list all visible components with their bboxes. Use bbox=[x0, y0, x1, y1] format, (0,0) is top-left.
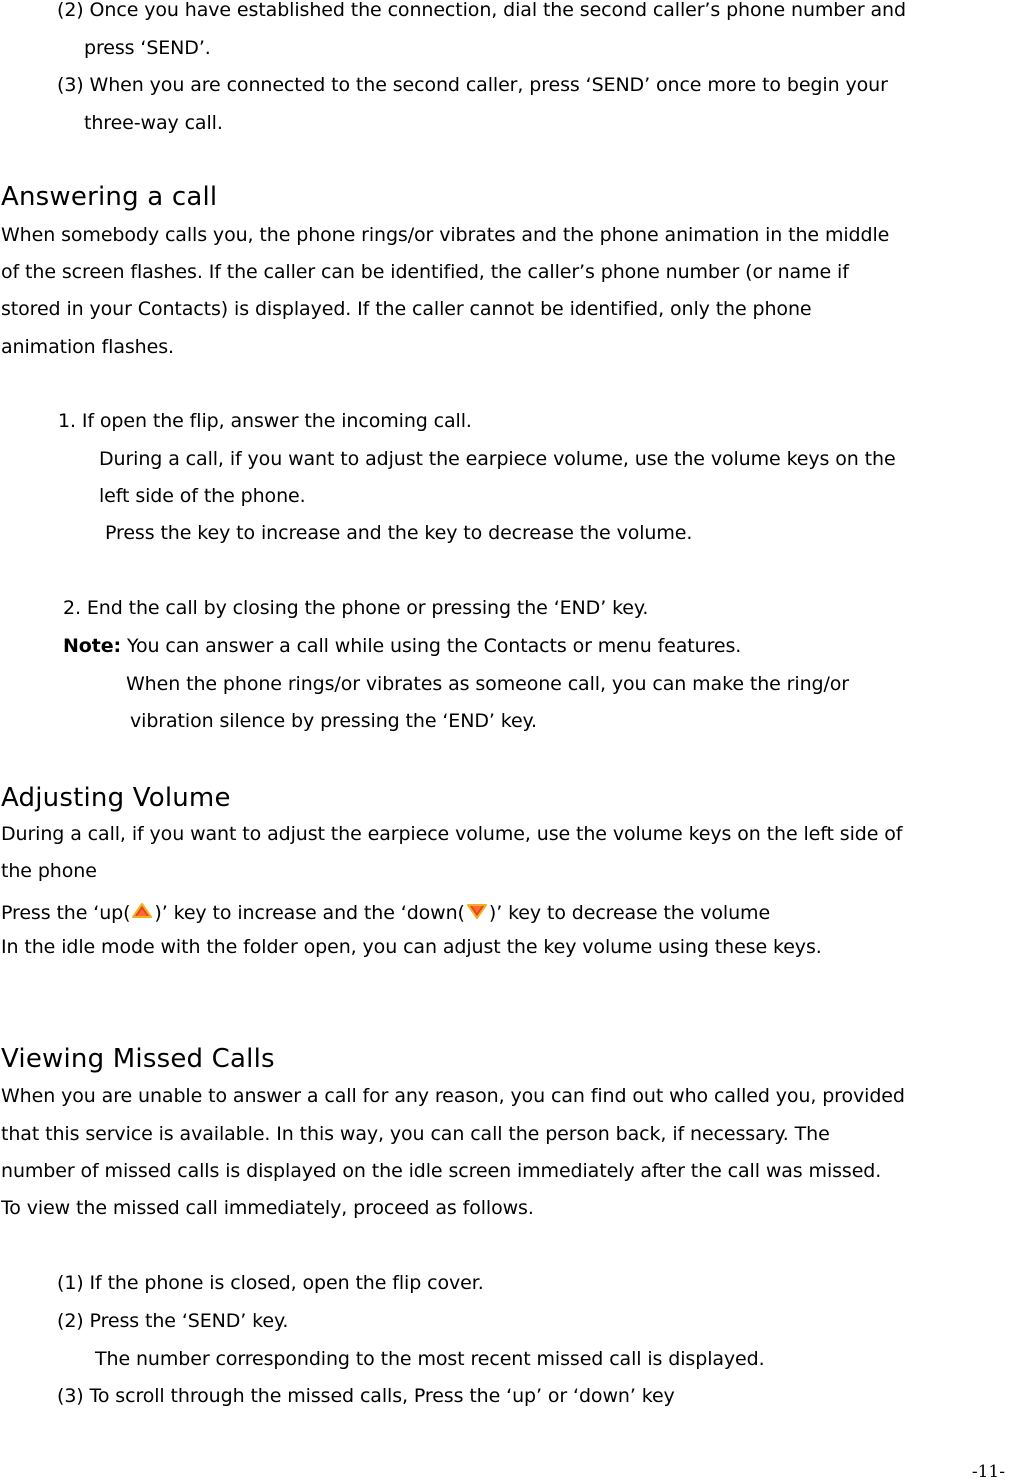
volume-line: In the idle mode with the folder open, you can adjust the key volume using these keys. bbox=[1, 936, 822, 958]
volume-line: During a call, if you want to adjust the earpiece volume, use the volume keys on the left side of bbox=[1, 823, 903, 845]
answering-item2: 2. End the call by closing the phone or pressing the ‘END’ key. bbox=[63, 597, 649, 619]
missed-para-line: that this service is available. In this way, you can call the person back, if necessary. The bbox=[1, 1123, 830, 1145]
volume-press-text: )’ key to decrease the volume bbox=[488, 902, 771, 924]
missed-para-line: To view the missed call immediately, proceed as follows. bbox=[1, 1197, 534, 1219]
up-arrow-icon bbox=[130, 901, 154, 921]
answering-item1: 1. If open the flip, answer the incoming call. bbox=[58, 410, 472, 432]
missed-step2: (2) Press the ‘SEND’ key. bbox=[57, 1310, 289, 1332]
answering-note-line: vibration silence by pressing the ‘END’ key. bbox=[130, 710, 537, 732]
three-way-step3-line1: (3) When you are connected to the second caller, press ‘SEND’ once more to begin your bbox=[57, 74, 888, 96]
three-way-step2-line1: (2) Once you have established the connection, dial the second caller’s phone number and bbox=[57, 0, 906, 21]
missed-step1: (1) If the phone is closed, open the flip cover. bbox=[57, 1272, 484, 1294]
answering-note-line: When the phone rings/or vibrates as someone call, you can make the ring/or bbox=[126, 673, 850, 695]
note-label: Note: bbox=[63, 635, 122, 657]
missed-step3: (3) To scroll through the missed calls, Press the ‘up’ or ‘down’ key bbox=[57, 1385, 675, 1407]
answering-heading: Answering a call bbox=[1, 182, 218, 212]
answering-note bbox=[63, 634, 741, 658]
down-arrow-icon bbox=[465, 901, 489, 921]
answering-item1-detail: During a call, if you want to adjust the earpiece volume, use the volume keys on the bbox=[99, 448, 896, 470]
page-number: -11- bbox=[971, 1462, 1005, 1482]
missed-para-line: When you are unable to answer a call for any reason, you can find out who called you, provided bbox=[1, 1085, 905, 1107]
missed-step2-detail: The number corresponding to the most recent missed call is displayed. bbox=[95, 1348, 765, 1370]
answering-para-line: of the screen flashes. If the caller can be identified, the caller’s phone number (or name if bbox=[1, 261, 849, 283]
volume-line: the phone bbox=[1, 860, 97, 882]
volume-heading: Adjusting Volume bbox=[1, 783, 231, 813]
answering-para-line: When somebody calls you, the phone rings/or vibrates and the phone animation in the middle bbox=[1, 224, 890, 246]
three-way-step2-line2: press ‘SEND’. bbox=[84, 37, 211, 59]
missed-heading: Viewing Missed Calls bbox=[1, 1044, 275, 1074]
answering-item1-detail: Press the key to increase and the key to decrease the volume. bbox=[105, 522, 693, 544]
note-text: You can answer a call while using the Contacts or menu features. bbox=[121, 635, 742, 657]
volume-press-text: )’ key to increase and the ‘down( bbox=[154, 902, 465, 924]
answering-para-line: stored in your Contacts) is displayed. If the caller cannot be identified, only the phone bbox=[1, 298, 812, 320]
missed-para-line: number of missed calls is displayed on the idle screen immediately after the call was missed. bbox=[1, 1160, 882, 1182]
volume-press-text: Press the ‘up( bbox=[1, 902, 131, 924]
volume-press-line bbox=[1, 901, 770, 925]
answering-item1-detail: left side of the phone. bbox=[99, 485, 306, 507]
answering-para-line: animation flashes. bbox=[1, 336, 174, 358]
three-way-step3-line2: three-way call. bbox=[84, 112, 223, 134]
